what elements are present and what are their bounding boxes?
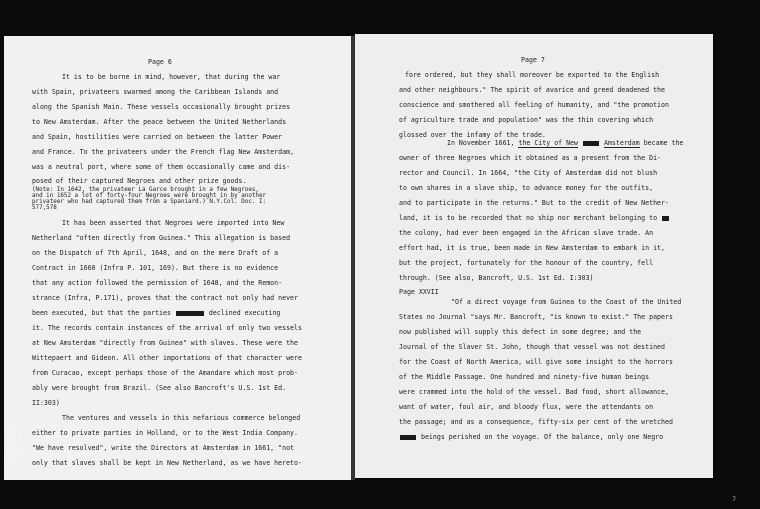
underlined-text: the City of New (518, 139, 579, 147)
left-page (4, 36, 351, 480)
left-para1-line: and France. To the privateers under the French flag New Amsterdam, (32, 148, 295, 156)
right-para1-line: of agriculture trade and population" was the thin covering which (399, 116, 654, 124)
right-quote-line: of the Middle Passage. One hundred and ninety-five human beings (399, 373, 650, 381)
right-para2-line (399, 214, 670, 222)
left-para2-line: from Curacao, except perhaps those of the Amandare which most prob- (32, 369, 298, 377)
left-note-line: (Note: In 1642, the privateer La Garce brought in a few Negroes, (32, 187, 259, 193)
right-para2-line: through. (See also, Bancroft, U.S. 1st Ed. I:303) (399, 274, 594, 282)
right-para2-line: rector and Council. In 1664, "the City of Amsterdam did not blush (399, 169, 658, 177)
strikeout-mark (400, 435, 416, 440)
right-quote-line: were crammed into the hold of the vessel. Bad food, short allowance, (399, 388, 669, 396)
right-quote-line: the passage; and as a consequence, fifty-six per cent of the wretched (399, 418, 673, 426)
left-para1-line: to New Amsterdam. After the peace between the United Netherlands (32, 118, 287, 126)
margin-tally-marks (4, 428, 26, 462)
left-para2-line: It has been asserted that Negroes were imported into New (62, 219, 285, 227)
right-para2-line: the colony, had ever been engaged in the African slave trade. An (399, 229, 654, 237)
section-label: Page XXVII (399, 288, 439, 296)
left-para1-line: with Spain, privateers swarmed among the Caribbean Islands and (32, 88, 279, 96)
underlined-text: Amsterdam (603, 139, 640, 147)
right-quote-line: for the Coast of North America, will give some insight to the horrors (399, 358, 673, 366)
right-para1-line: and other neighbours." The spirit of avarice and greed deadened the (399, 86, 665, 94)
left-para2-line: at New Amsterdam "directly from Guinea" with slaves. These were the (32, 339, 298, 347)
right-quote-line: want of water, foul air, and bloody flux, were the attendants on (399, 403, 654, 411)
text-span: been executed, but that the parties (32, 309, 171, 317)
right-page-number: Page 7 (521, 56, 545, 64)
right-para2-line: effort had, it is true, been made in New Amsterdam to embark in it, (399, 244, 665, 252)
text-span: became the (639, 139, 684, 147)
left-para2-line: strance (Infra, P.171), proves that the contract not only had never (32, 294, 298, 302)
left-para3-line: either to private parties in Holland, or to the West India Company. (32, 429, 298, 437)
left-para2-line: ably were brought from Brazil. (See also Bancroft's U.S. 1st Ed. (32, 384, 287, 392)
right-para2-line (447, 139, 683, 147)
right-quote-line: States no Journal "says Mr. Bancroft, "is known to exist." The papers (399, 313, 673, 321)
strikeout-mark (583, 141, 599, 146)
right-para1-line: glossed over the infamy of the trade. (399, 131, 546, 139)
left-page-number: Page 6 (148, 58, 172, 66)
left-para3-line: "We have resolved", write the Directors at Amsterdam in 1661, "not (32, 444, 295, 452)
left-para2-line: it. The records contain instances of the arrival of only two vessels (32, 324, 302, 332)
left-para2-line: Wittepaert and Gideon. All other importations of that character were (32, 354, 302, 362)
right-para2-line: owner of three Negroes which it obtained as a present from the Di- (399, 154, 662, 162)
right-para1-line: fore ordered, but they shall moreover be exported to the English (405, 71, 660, 79)
right-quote-line: Journal of the Slaver St. John, though that vessel was not destined (399, 343, 665, 351)
strikeout-mark (176, 311, 204, 316)
left-para3-line: The ventures and vessels in this nefarious commerce belonged (62, 414, 301, 422)
right-para2-line: to own shares in a slave ship, to advance money for the outfits, (399, 184, 654, 192)
left-para2-line: Netherland "often directly from Guinea." This allegation is based (32, 234, 291, 242)
right-para2-line: and to participate in the returns." But to the credit of New Nether- (399, 199, 669, 207)
left-para2-line: that any action followed the permission of 1648, and the Remon- (32, 279, 283, 287)
left-para1-line: was a neutral port, where some of them occasionally came and dis- (32, 163, 291, 171)
left-para2-line (32, 309, 280, 317)
left-para1-line: and Spain, hostilities were carried on between the latter Power (32, 133, 283, 141)
left-note-line: and in 1652 a lot of forty-four Negroes were brought in by another (32, 193, 267, 199)
left-para2-line: II:303) (32, 399, 60, 407)
right-para1-line: conscience and smothered all feeling of humanity, and "the promotion (399, 101, 669, 109)
right-quote-line (399, 433, 663, 441)
text-span: land, it is to be recorded that no ship nor merchant belonging to (399, 214, 658, 222)
strikeout-mark (662, 216, 669, 221)
left-para2-line: Contract in 1660 (Infra P. 101, 169). But there is no evidence (32, 264, 279, 272)
left-note-line: privateer who had captured them from a Spaniard.) N.Y.Col. Doc. I: (32, 199, 267, 205)
right-quote-line: now published will supply this defect in some degree; and the (399, 328, 642, 336)
left-note-line: 577,578 (32, 205, 57, 211)
right-quote-line: "Of a direct voyage from Guinea to the Coast of the United (451, 298, 682, 306)
left-para1-line: along the Spanish Main. These vessels occasionally brought prizes (32, 103, 291, 111)
right-para2-line: but the project, fortunately for the honour of the country, fell (399, 259, 654, 267)
text-span: declined executing (208, 309, 281, 317)
left-para1-line: posed of their captured Negroes and other prize goods. (32, 177, 247, 185)
text-span: beings perished on the voyage. Of the balance, only one Negro (420, 433, 664, 441)
left-para2-line: on the Dispatch of 7th April, 1648, and on the mere Draft of a (32, 249, 279, 257)
text-span: In November 1661, (447, 139, 519, 147)
left-para1-line: It is to be borne in mind, however, that during the war (62, 73, 281, 81)
left-para3-line: only that slaves shall be kept in New Netherland, as we have hereto- (32, 459, 302, 467)
right-page (355, 34, 713, 478)
corner-mark: 7 (732, 496, 736, 503)
